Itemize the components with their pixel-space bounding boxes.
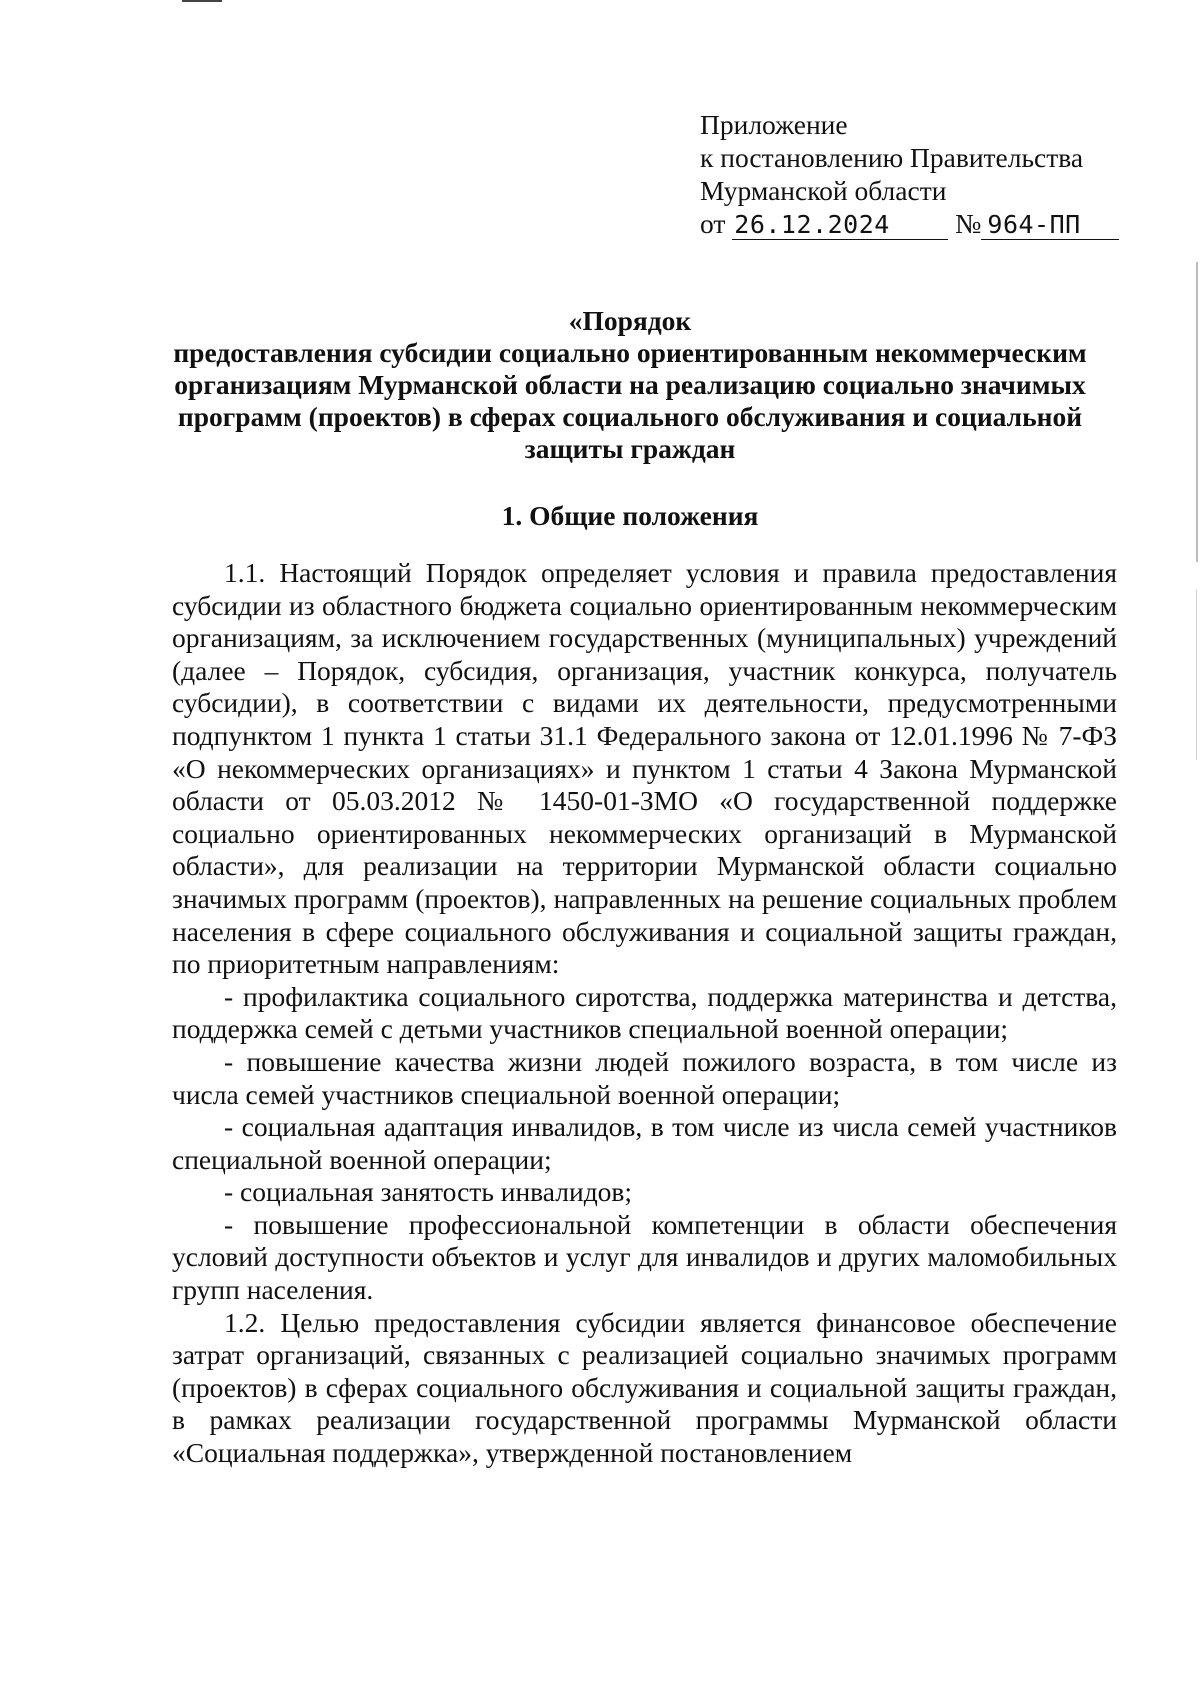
title-line-5: защиты граждан [524, 433, 736, 464]
list-item: - социальная адаптация инвалидов, в том числе из числа семей участников специальной военной операции; [172, 1111, 1117, 1175]
body-text [172, 557, 1117, 1470]
date-prefix: от [700, 208, 726, 239]
title-line-1: «Порядок [568, 305, 692, 336]
title-line-3: организациям Мурманской области на реализацию социально значимых [174, 369, 1086, 400]
scan-artifact-edge-lower [1196, 590, 1197, 760]
scan-artifact-edge [1196, 262, 1198, 562]
title-line-2: предоставления субсидии социально ориентированным некоммерческим [173, 337, 1087, 368]
list-item: - повышение профессиональной компетенции в области обеспечения условий доступности объектов и услуг для инвалидов и других маломобильных групп населения. [172, 1208, 1117, 1306]
title-line-4: программ (проектов) в сферах социального обслуживания и социальной [177, 401, 1083, 432]
list-item: - повышение качества жизни людей пожилого возраста, в том числе из числа семей участников специальной военной операции; [172, 1045, 1117, 1110]
number-prefix: № [955, 208, 982, 239]
list-item: - профилактика социального сиротства, поддержка материнства и детства, поддержка семей с детьми участников специальной военной операции; [172, 980, 1117, 1045]
appendix-decree-line: к постановлению Правительства [700, 142, 1084, 173]
paragraph-1-2: 1.2. Целью предоставления субсидии является финансовое обеспечение затрат организаций, связанных с реализацией социально значимых программ (проектов) в сферах социального обслуживания и социальной защиты граждан, в рамках реализации государственной программы Мурманской области «Социальная поддержка», утвержденной постановлением [172, 1306, 1117, 1469]
decree-date: 26.12.2024 [732, 211, 948, 240]
appendix-date-number-line [700, 207, 1140, 240]
decree-number: 964-ПП [981, 211, 1119, 240]
appendix-block [700, 108, 1140, 240]
appendix-region-line: Мурманской области [700, 175, 947, 206]
paragraph-1-1: 1.1. Настоящий Порядок определяет условия и правила предоставления субсидии из областного бюджета социально ориентированным некоммерческим организациям, за исключением государственных (муниципальных) учреждений (далее – Порядок, субсидия, организация, участник конкурса, получатель субсидии), в соответствии с видами их деятельности, предусмотренными подпунктом 1 пункта 1 статьи 31.1 Федерального закона от 12.01.1996 № 7-ФЗ «О некоммерческих организациях» и пунктом 1 статьи 4 Закона Мурманской области от 05.03.2012 № 1450-01-ЗМО «О государственной поддержке социально ориентированных некоммерческих организаций в Мурманской области», для реализации на территории Мурманской области социально значимых программ (проектов), направленных на решение социальных проблем населения в сфере социального обслуживания и социальной защиты граждан, по приоритетным направлениям: [172, 557, 1117, 980]
list-item: - социальная занятость инвалидов; [224, 1176, 633, 1208]
section-heading: 1. Общие положения [501, 500, 759, 531]
document-title [150, 305, 1110, 465]
scan-artifact-top [182, 0, 222, 2]
appendix-title: Приложение [700, 109, 848, 140]
